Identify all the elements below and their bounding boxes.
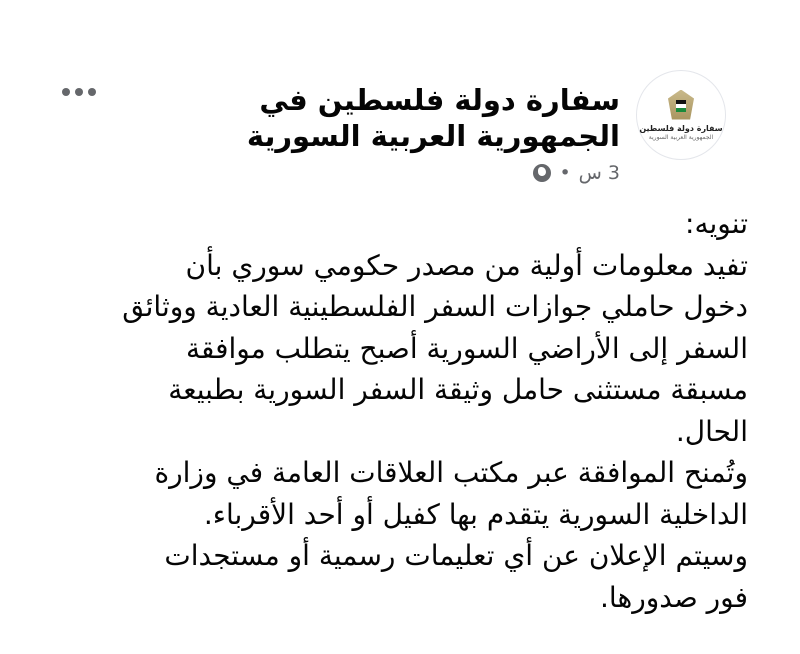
palestine-eagle-logo — [668, 90, 694, 120]
globe-icon — [533, 164, 551, 182]
timestamp[interactable]: 3 س — [578, 162, 620, 184]
body-line: فور صدورها. — [600, 580, 748, 614]
body-line: دخول حاملي جوازات السفر الفلسطينية العادية ووثائق — [122, 290, 748, 323]
body-line: الداخلية السورية يتقدم بها كفيل أو أحد الأقرباء. — [203, 497, 748, 531]
body-line: مسبقة مستثنى حامل وثيقة السفر السورية بطبيعة — [168, 373, 748, 406]
separator: • — [559, 162, 571, 184]
body-line: وسيتم الإعلان عن أي تعليمات رسمية أو مستجدات — [164, 539, 748, 572]
body-line: تفيد معلومات أولية من مصدر حكومي سوري بأن — [185, 248, 748, 282]
body-line: الحال. — [675, 414, 748, 448]
more-options-icon[interactable] — [62, 88, 96, 96]
post-meta — [533, 162, 620, 184]
body-line: وتُمنح الموافقة عبر مكتب العلاقات العامة في وزارة — [154, 456, 748, 489]
body-line: السفر إلى الأراضي السورية أصبح يتطلب موافقة — [185, 331, 748, 365]
page-avatar[interactable] — [636, 70, 726, 160]
post-body — [28, 203, 748, 618]
logo-text-1: سفارة دولة فلسطين — [639, 123, 723, 133]
page-name-link[interactable]: سفارة دولة فلسطين في الجمهورية العربية السورية — [246, 83, 620, 153]
logo-text-2: الجمهورية العربية السورية — [648, 133, 714, 141]
body-line: تنويه: — [685, 207, 748, 240]
